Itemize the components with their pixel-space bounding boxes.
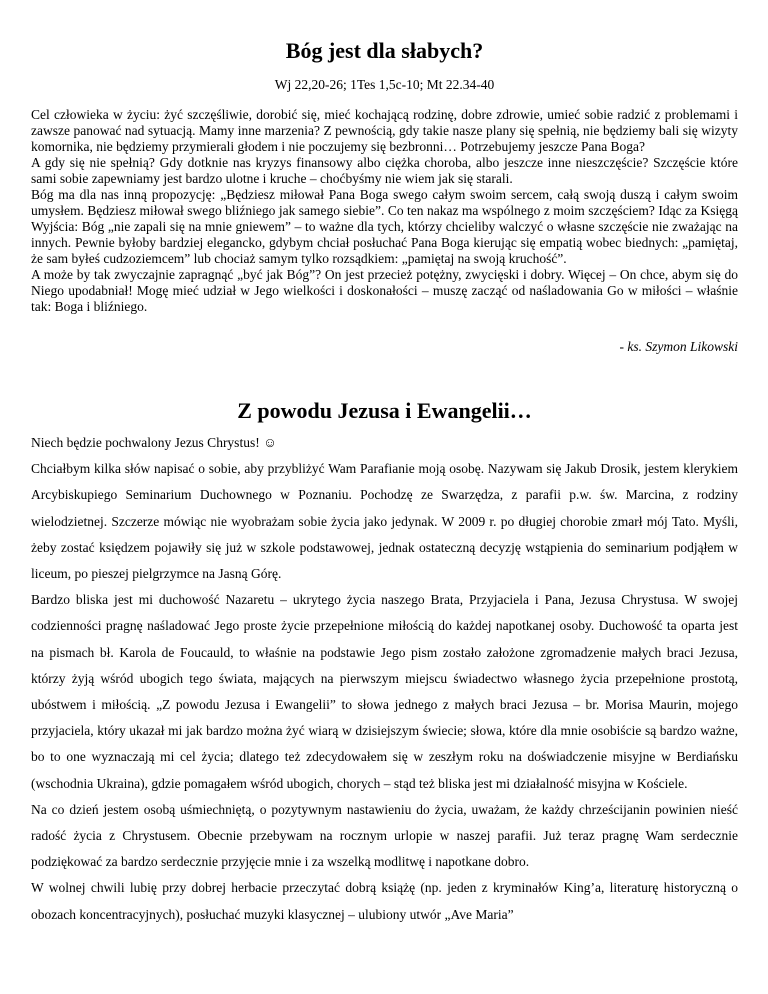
- article-title: Bóg jest dla słabych?: [285, 38, 484, 63]
- paragraph: A może by tak zwyczajnie zapragnąć „być jak Bóg”? On jest przecież potężny, zwycięski i dobry. Więcej – On chce, abym się do Niego upodabniał! Mogę mieć udział w Jego wielkości i doskonałości – muszę zacząć od naśladowania Go w miłości – właśnie tak: Boga i bliźniego.: [31, 267, 738, 314]
- article-z-powodu-jezusa: [31, 430, 738, 928]
- paragraph: A gdy się nie spełnią? Gdy dotknie nas kryzys finansowy albo ciężka choroba, albo jeszcze inne nieszczęście? Szczęście które sami sobie zapewniamy jest bardzo ulotne i kruche – choćbyśmy nie wiem jak się starali.: [31, 155, 738, 186]
- paragraph: Chciałbym kilka słów napisać o sobie, aby przybliżyć Wam Parafianie moją osobę. Nazywam się Jakub Drosik, jestem klerykiem Arcybiskupiego Seminarium Duchownego w Poznaniu. Pochodzę ze Swarzędza, z parafii p.w. św. Marcina, z rodziny wielodzietnej. Szczerze mówiąc nie wyobrażam sobie życia jako jedynak. W 2009 r. po długiej chorobie zmarł mój Tato. Myśli, żeby zostać księdzem pojawiły się już w szkole podstawowej, jednak ostateczną decyzję wstąpienia do seminarium podjąłem w liceum, po pieszej pielgrzymce na Jasną Górę.: [31, 461, 738, 582]
- paragraph: W wolnej chwili lubię przy dobrej herbacie przeczytać dobrą książę (np. jeden z kryminałów King’a, literaturę historyczną o obozach koncentracyjnych), posłuchać muzyki klasycznej – ulubiony utwór „Ave Maria”: [31, 880, 738, 922]
- paragraph: Cel człowieka w życiu: żyć szczęśliwie, dorobić się, mieć kochającą rodzinę, dobre zdrowie, umieć sobie radzić z problemami i zawsze panować nad sytuacją. Mamy inne marzenia? Z pewnością, gdy takie nasze plany się spełnią, nie będziemy bali się wizyty komornika, nie będziemy przymierali głodem i nie poczujemy się bezbronni… Potrzebujemy jeszcze Pana Boga?: [31, 107, 738, 154]
- author-signature: - ks. Szymon Likowski: [619, 339, 738, 354]
- paragraph: Na co dzień jestem osobą uśmiechniętą, o pozytywnym nastawieniu do życia, uważam, że każdy chrześcijanin powinien nieść radość życia z Chrystusem. Obecnie przebywam na rocznym urlopie w naszej parafii. Już teraz pragnę Wam serdecznie podziękować za bardzo serdecznie przyjęcie mnie i za wszelką modlitwę i napotkane dobro.: [31, 801, 738, 870]
- article-bog-jest-dla-slabych: [31, 38, 738, 355]
- paragraph: Bóg ma dla nas inną propozycję: „Będziesz miłował Pana Boga swego całym swoim sercem, całą swoją duszą i całym swoim umysłem. Będziesz miłował swego bliźniego jak samego siebie”. Co ten nakaz ma wspólnego z moim szczęściem? Idąc za Księgą Wyjścia: Bóg „nie zapali się na mnie gniewem” – to ważne dla tych, którzy chcieliby walczyć o własne szczęście nie zważając na innych. Pewnie byłoby bardziej elegancko, gdybym chciał posłuchać Pana Boga kierując się empatią wobec biednych: „pamiętaj, że sam byłeś cudzoziemcem” lub chociaż samym tylko rozsądkiem: „pamiętaj na swoją kruchość”.: [31, 187, 738, 266]
- paragraph: Bardzo bliska jest mi duchowość Nazaretu – ukrytego życia naszego Brata, Przyjaciela i Pana, Jezusa Chrystusa. W swojej codzienności pragnę naśladować Jego proste życie przepełnione miłością do każdej napotkanej osoby. Duchowość ta oparta jest na pismach bł. Karola de Foucauld, to właśnie na podstawie Jego pism zostało założone zgromadzenie małych braci Jezusa, którzy żyją wśród ubogich tego świata, mających na pierwszym miejscu świadectwo własnego życia przepełnione prostotą, ubóstwem i miłością. „Z powodu Jezusa i Ewangelii” to słowa jednego z małych braci Jezusa – br. Morisa Maurin, mojego przyjaciela, który ukazał mi jak bardzo można żyć wiarą w dzisiejszym świecie; słowa, które dla mnie osobiście są bardzo ważne, bo to one wyznaczają mi cel życia; dlatego też zdecydowałem się w zeszłym roku na doświadczenie misyjne w Berdiańsku (wschodnia Ukraina), gdzie pomagałem wśród ubogich, chorych – stąd też bliska jest mi działalność misyjna w Kościele.: [31, 592, 738, 791]
- paragraph: Niech będzie pochwalony Jezus Chrystus! ☺: [31, 435, 277, 450]
- article-title: Z powodu Jezusa i Ewangelii…: [237, 398, 532, 423]
- scripture-references: Wj 22,20-26; 1Tes 1,5c-10; Mt 22.34-40: [274, 77, 495, 92]
